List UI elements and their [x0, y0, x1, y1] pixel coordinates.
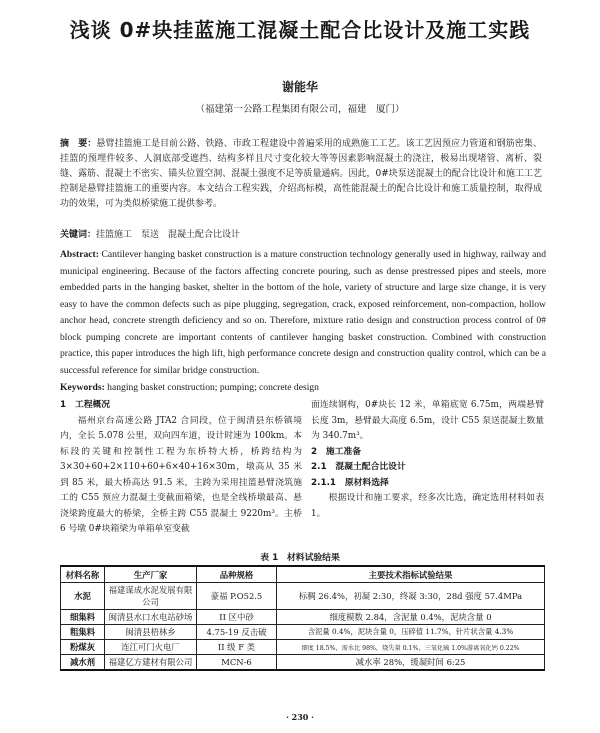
table-header-cell: 品种规格	[197, 566, 277, 583]
table-cell-result: 标稠 26.4%，初凝 2:30，终凝 3:30，28d 强度 57.4MPa	[277, 583, 545, 610]
body-column-left	[60, 398, 302, 538]
section-1-continued: 面连续钢构，0#块长 12 米，单箱底宽 6.75m，两端悬臂长度 3m，悬臂最大高度 6.5m，设计 C55 泵送混凝土数量为 340.7m³。	[311, 400, 544, 441]
keywords-english	[60, 381, 546, 394]
table-cell-material: 粗集料	[61, 625, 105, 640]
table-cell-maker: 连江可门火电厂	[105, 640, 197, 655]
table-cell-material: 粉煤灰	[61, 640, 105, 655]
table-header-cell: 生产厂家	[105, 566, 197, 583]
abstract-en-label: Abstract:	[60, 249, 99, 260]
author-name: 谢能华	[281, 80, 318, 94]
table-cell-spec: II 区中砂	[197, 610, 277, 625]
table-cell-maker: 福建谋成水泥发展有限公司	[105, 583, 197, 610]
keywords-en-label: Keywords:	[60, 382, 105, 393]
keywords-chinese	[60, 229, 542, 242]
keywords-en-text: hanging basket construction; pumping; concrete design	[107, 382, 319, 393]
keywords-cn-text: 挂篮施工 泵送 混凝土配合比设计	[96, 230, 241, 240]
keywords-cn-label: 关键词：	[60, 230, 97, 240]
table-cell-material: 细集料	[61, 610, 105, 625]
table-row	[61, 610, 545, 625]
table-cell-spec: 豪福 P.O52.5	[197, 583, 277, 610]
section-2-1-1-heading: 2.1.1 原材料选择	[311, 477, 389, 488]
section-2-1-1-text: 根据设计和施工要求，经多次比选，确定选用材料如表 1。	[311, 493, 544, 519]
table-header-cell: 主要技术指标试验结果	[277, 566, 545, 583]
section-1-heading: 1 工程概况	[60, 400, 111, 410]
table-header-row	[61, 566, 545, 583]
table-header-cell: 材料名称	[61, 566, 105, 583]
table-cell-maker: 福建亿方建材有限公司	[105, 655, 197, 671]
abstract-en-text: Cantilever hanging basket construction is a mature construction technology generally used in highway, railway and municipal engineering. Because of the factors affecting concrete pouring, such as dense prestressed pipes and steels, more embedded parts in the hanging basket, shelter in the bottom of the hole, variety of structure and large size change, it is very easy to have the common defects such as pipe plugging, segregation, crack, exposed reinforcement, non-compaction, hollow anchor head, concrete strength deficiency and so on. Therefore, mixture ratio design and construction process control of 0# block pumping concrete are important contents of cantilever hanging basket construction. Combined with construction practice, this paper introduces the high lift, high performance concrete design and construction quality control, which can be a successful reference for similar bridge construction.	[60, 249, 546, 376]
section-2-heading: 2 施工准备	[311, 446, 362, 457]
table-title: 表 1 材料试验结果	[260, 553, 340, 563]
table-cell-maker: 闽清县水口水电站砂场	[105, 610, 197, 625]
table-cell-material: 水泥	[61, 583, 105, 610]
table-cell-result: 含泥量 0.4%，泥块含量 0，压碎值 11.7%，针片状含量 4.3%	[277, 625, 545, 640]
table-cell-spec: 4.75-19 反击破	[197, 625, 277, 640]
table-row	[61, 655, 545, 671]
body-column-right	[311, 398, 544, 522]
table-cell-spec: II 级 F 类	[197, 640, 277, 655]
abstract-cn-label: 摘 要：	[60, 139, 97, 149]
paper-title: 浅谈 0#块挂蓝施工混凝土配合比设计及施工实践	[69, 18, 531, 42]
table-cell-maker: 闽清县梧林乡	[105, 625, 197, 640]
abstract-cn-text: 悬臂挂篮施工是目前公路、铁路、市政工程建设中普遍采用的成熟施工工艺。该工艺因预应力管道和钢筋密集、挂篮的预埋件较多、人洞底部受遮挡、结构多样且尺寸变化较大等等因素影响混凝土的浇注，极易出现堵管、离析、裂缝、露筋、混凝土不密实、锚头位置空洞、混凝土强度不足等质量通病。因此，0#块泵送混凝土的配合比设计和施工工艺控制是悬臂挂篮施工的重要内容。本文结合工程实践，介绍高标模，高性能混凝土的配合比设计和施工质量控制，取得成功的效果，可为类似桥梁施工提供参考。	[60, 139, 542, 209]
table-cell-result: 减水率 28%，缓凝时间 6:25	[277, 655, 545, 671]
table-row	[61, 583, 545, 610]
table-cell-spec: MCN-6	[197, 655, 277, 671]
table-cell-result: 细度模数 2.84，含泥量 0.4%，泥块含量 0	[277, 610, 545, 625]
table-cell-result: 细度 18.5%，需水比 98%，烧失量 0.1%，三氧化硫 1.0%游离氧化钙 0.22%	[277, 640, 545, 655]
table-row	[61, 640, 545, 655]
page-number: · 230 ·	[286, 712, 314, 722]
section-1-text: 福州京台高速公路 JTA2 合同段，位于闽清县东桥镇境内，全长 5.078 公里，双向四车道，设计时速为 100km。本标段的关键和控制性工程为东桥特大桥，桥跨结构为 3×30+60+2×110+60+6×40+16×30m，墩高从 35 米到 85 米，最大桥高达 91.5 米，主跨为采用挂篮悬臂浇筑施工的 C55 预应力混凝土变截面箱梁，也是全线桥墩最高、悬浇梁跨度最大的桥梁，全桥主跨 C55 混凝土 9220m³。主桥 6 号墩 0#块箱梁为单箱单室变截	[60, 415, 302, 534]
abstract-chinese	[60, 137, 542, 212]
materials-table	[60, 565, 545, 671]
table-row	[61, 625, 545, 640]
section-2-1-heading: 2.1 混凝土配合比设计	[311, 462, 406, 472]
abstract-english	[60, 247, 546, 379]
affiliation: （福建第一公路工程集团有限公司，福建 厦门）	[195, 104, 405, 115]
table-cell-material: 减水剂	[61, 655, 105, 671]
